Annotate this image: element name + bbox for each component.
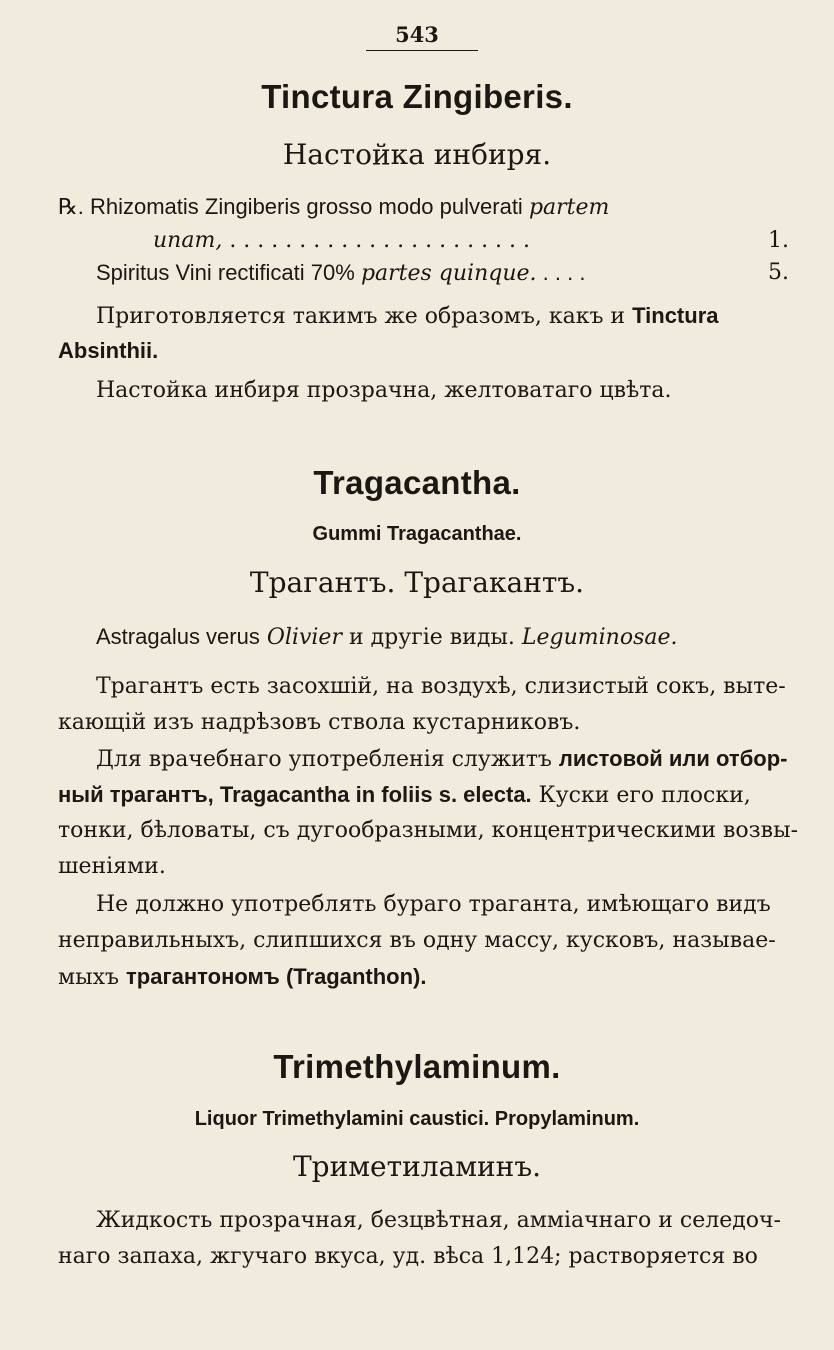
recipe-ingredient-1-amount: partem bbox=[528, 195, 610, 220]
recipe-ingredient-1-amount-cont: unam, bbox=[153, 228, 223, 253]
text-span-bold: Tinctura bbox=[632, 303, 719, 328]
section-latin-synonym: Gummi Tragacanthae. bbox=[312, 523, 522, 545]
paragraph-line: тонки, бѣловаты, съ дугообразными, концентрическими возвы- bbox=[58, 818, 799, 843]
recipe-line-2 bbox=[153, 228, 530, 254]
section-subtitle-russian: Трагантъ. Трагакантъ. bbox=[249, 566, 585, 599]
recipe-ingredient-1: Rhizomatis Zingiberis grosso modo pulverati bbox=[89, 194, 523, 219]
recipe-leader-dots: . . . . . . . . . . . . . . . . . . . . . . bbox=[229, 228, 531, 253]
section-subtitle-russian: Триметиламинъ. bbox=[292, 1150, 542, 1183]
section-title-trimethylaminum: Trimethylaminum. bbox=[273, 1048, 561, 1085]
page-number-rule bbox=[366, 50, 478, 51]
recipe-ingredient-2: Spiritus Vini rectificati 70% bbox=[96, 260, 355, 285]
text-span-bold: листовой или отбор- bbox=[558, 746, 788, 771]
paragraph-line: наго запаха, жгучаго вкуса, уд. вѣса 1,124; растворяется во bbox=[58, 1244, 758, 1269]
paragraph-line: Жидкость прозрачная, безцвѣтная, амміачнаго и селедоч- bbox=[96, 1208, 781, 1233]
text-span: Для врачебнаго употребленія служитъ bbox=[96, 747, 552, 772]
paragraph-line bbox=[96, 746, 787, 773]
paragraph-line bbox=[96, 303, 719, 330]
paragraph-line bbox=[58, 782, 751, 809]
paragraph-line: Absinthii. bbox=[58, 338, 159, 363]
recipe-qty-2: 5. bbox=[768, 260, 789, 285]
paragraph-line: Настойка инбиря прозрачна, желтоватаго цвѣта. bbox=[96, 378, 672, 403]
paragraph-line: шеніями. bbox=[58, 854, 166, 879]
recipe-line-3 bbox=[96, 260, 585, 287]
recipe-ingredient-2-amount: partes quinque. bbox=[360, 261, 537, 286]
recipe-line-1 bbox=[58, 194, 609, 221]
section-title-tinctura-zingiberis: Tinctura Zingiberis. bbox=[261, 78, 573, 115]
text-span-italic: Leguminosae. bbox=[521, 625, 678, 650]
text-span-bold: трагантономъ (Traganthon). bbox=[126, 964, 427, 989]
text-span: Astragalus verus bbox=[96, 624, 260, 649]
paragraph-line bbox=[58, 964, 427, 991]
text-span: и другіе виды. bbox=[348, 625, 515, 650]
paragraph-line: кающій изъ надрѣзовъ ствола кустарниковъ. bbox=[58, 710, 581, 735]
section-subtitle-russian: Настойка инбиря. bbox=[282, 138, 552, 171]
text-span-bold: ный трагантъ, Tragacantha in foliis s. electa. bbox=[58, 782, 532, 807]
botanical-source bbox=[96, 624, 678, 651]
section-title-tragacantha: Tragacantha. bbox=[313, 464, 521, 501]
paragraph-line: Не должно употреблять бураго траганта, имѣющаго видъ bbox=[96, 892, 771, 917]
text-span: мыхъ bbox=[58, 965, 120, 990]
recipe-leader-dots: . . . . bbox=[542, 260, 586, 285]
text-span: Куски его плоски, bbox=[538, 783, 751, 808]
section-latin-synonym: Liquor Trimethylamini caustici. Propylaminum. bbox=[194, 1108, 640, 1130]
paragraph-line: Трагантъ есть засохшій, на воздухѣ, слизистый сокъ, выте- bbox=[96, 674, 786, 699]
recipe-symbol: ℞. bbox=[58, 194, 84, 219]
page-number: 543 bbox=[395, 22, 439, 47]
text-span: Приготовляется такимъ же образомъ, какъ и bbox=[96, 304, 626, 329]
paragraph-line: неправильныхъ, слипшихся въ одну массу, кусковъ, называе- bbox=[58, 928, 776, 953]
text-span-italic: Olivier bbox=[266, 625, 342, 650]
recipe-qty-1: 1. bbox=[768, 228, 789, 253]
